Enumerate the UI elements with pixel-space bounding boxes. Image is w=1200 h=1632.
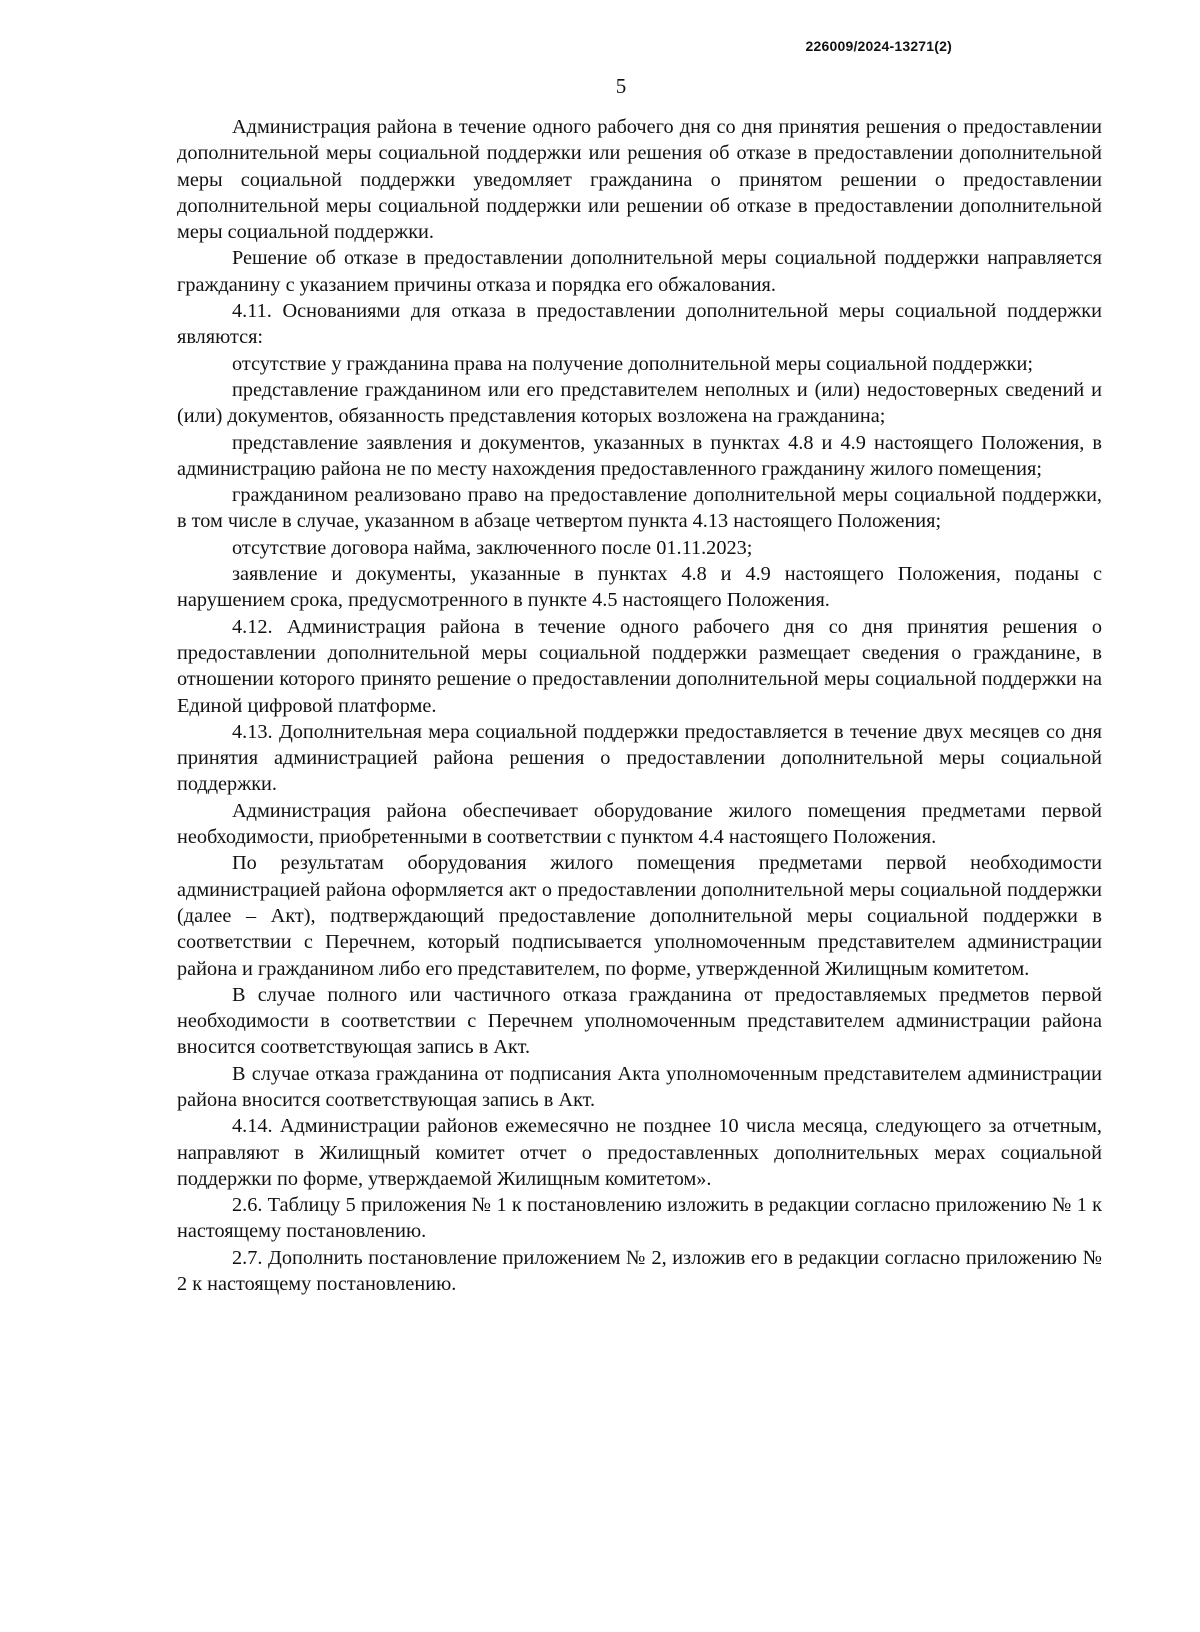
paragraph-18: 2.7. Дополнить постановление приложением № 2, изложив его в редакции согласно приложению № 2 к настоящему постановлению. xyxy=(177,1246,1102,1296)
paragraph-5: представление гражданином или его представителем неполных и (или) недостоверных сведений и (или) документов, обязанность представления которых возложена на гражданина; xyxy=(177,378,1102,428)
paragraph-15: В случае отказа гражданина от подписания Акта уполномоченным представителем администрации района вносится соответствующая запись в Акт. xyxy=(177,1062,1102,1111)
paragraph-11: 4.13. Дополнительная мера социальной поддержки предоставляется в течение двух месяцев со дня принятия администрацией района решения о предоставлении дополнительной меры социальной поддержки. xyxy=(177,720,1102,796)
paragraph-14: В случае полного или частичного отказа гражданина от предоставляемых предметов первой необходимости в соответствии с Перечнем уполномоченным представителем администрации района вносится соответствующая запись в Акт. xyxy=(177,983,1102,1059)
paragraph-10: 4.12. Администрация района в течение одного рабочего дня со дня принятия решения о предоставлении дополнительной меры социальной поддержки размещает сведения о гражданине, в отношении которого принято решение о предоставлении дополнительной меры социальной поддержки на Единой цифровой платформе. xyxy=(177,615,1102,717)
paragraph-17: 2.6. Таблицу 5 приложения № 1 к постановлению изложить в редакции согласно приложению № 1 к настоящему постановлению. xyxy=(177,1194,1102,1243)
paragraph-3: 4.11. Основаниями для отказа в предоставлении дополнительной меры социальной поддержки являются: xyxy=(177,300,1102,349)
document-body xyxy=(177,114,1102,1297)
paragraph-4: отсутствие у гражданина права на получение дополнительной меры социальной поддержки; xyxy=(232,352,1033,375)
paragraph-1: Администрация района в течение одного рабочего дня со дня принятия решения о предоставлении дополнительной меры социальной поддержки или решения об отказе в предоставлении дополнительной меры социальной поддержки уведомляет гражданина о принятом решении о предоставлении дополнительной меры социальной поддержки или решении об отказе в предоставлении дополнительной меры социальной поддержки. xyxy=(177,116,1102,244)
paragraph-8: отсутствие договора найма, заключенного после 01.11.2023; xyxy=(232,536,753,559)
paragraph-12: Администрация района обеспечивает оборудование жилого помещения предметами первой необходимости, приобретенными в соответствии с пунктом 4.4 настоящего Положения. xyxy=(177,799,1102,849)
paragraph-2: Решение об отказе в предоставлении дополнительной меры социальной поддержки направляется гражданину с указанием причины отказа и порядка его обжалования. xyxy=(177,247,1102,296)
paragraph-6: представление заявления и документов, указанных в пунктах 4.8 и 4.9 настоящего Положения, в администрацию района не по месту нахождения предоставленного гражданину жилого помещения; xyxy=(177,431,1102,480)
paragraph-9: заявление и документы, указанные в пунктах 4.8 и 4.9 настоящего Положения, поданы с нарушением срока, предусмотренного в пункте 4.5 настоящего Положения. xyxy=(177,563,1102,612)
page-number: 5 xyxy=(615,74,627,98)
paragraph-7: гражданином реализовано право на предоставление дополнительной меры социальной поддержки, в том числе в случае, указанном в абзаце четвертом пункта 4.13 настоящего Положения; xyxy=(177,484,1102,533)
document-registration-number: 226009/2024-13271(2) xyxy=(805,38,952,54)
paragraph-13: По результатам оборудования жилого помещения предметами первой необходимости администрацией района оформляется акт о предоставлении дополнительной меры социальной поддержки (далее – Акт), подтверждающий предоставление дополнительной меры социальной поддержки в соответствии с Перечнем, который подписывается уполномоченным представителем администрации района и гражданином либо его представителем, по форме, утвержденной Жилищным комитетом. xyxy=(177,852,1102,980)
paragraph-16: 4.14. Администрации районов ежемесячно не позднее 10 числа месяца, следующего за отчетным, направляют в Жилищный комитет отчет о предоставленных дополнительных мерах социальной поддержки по форме, утверждаемой Жилищным комитетом». xyxy=(177,1115,1102,1190)
